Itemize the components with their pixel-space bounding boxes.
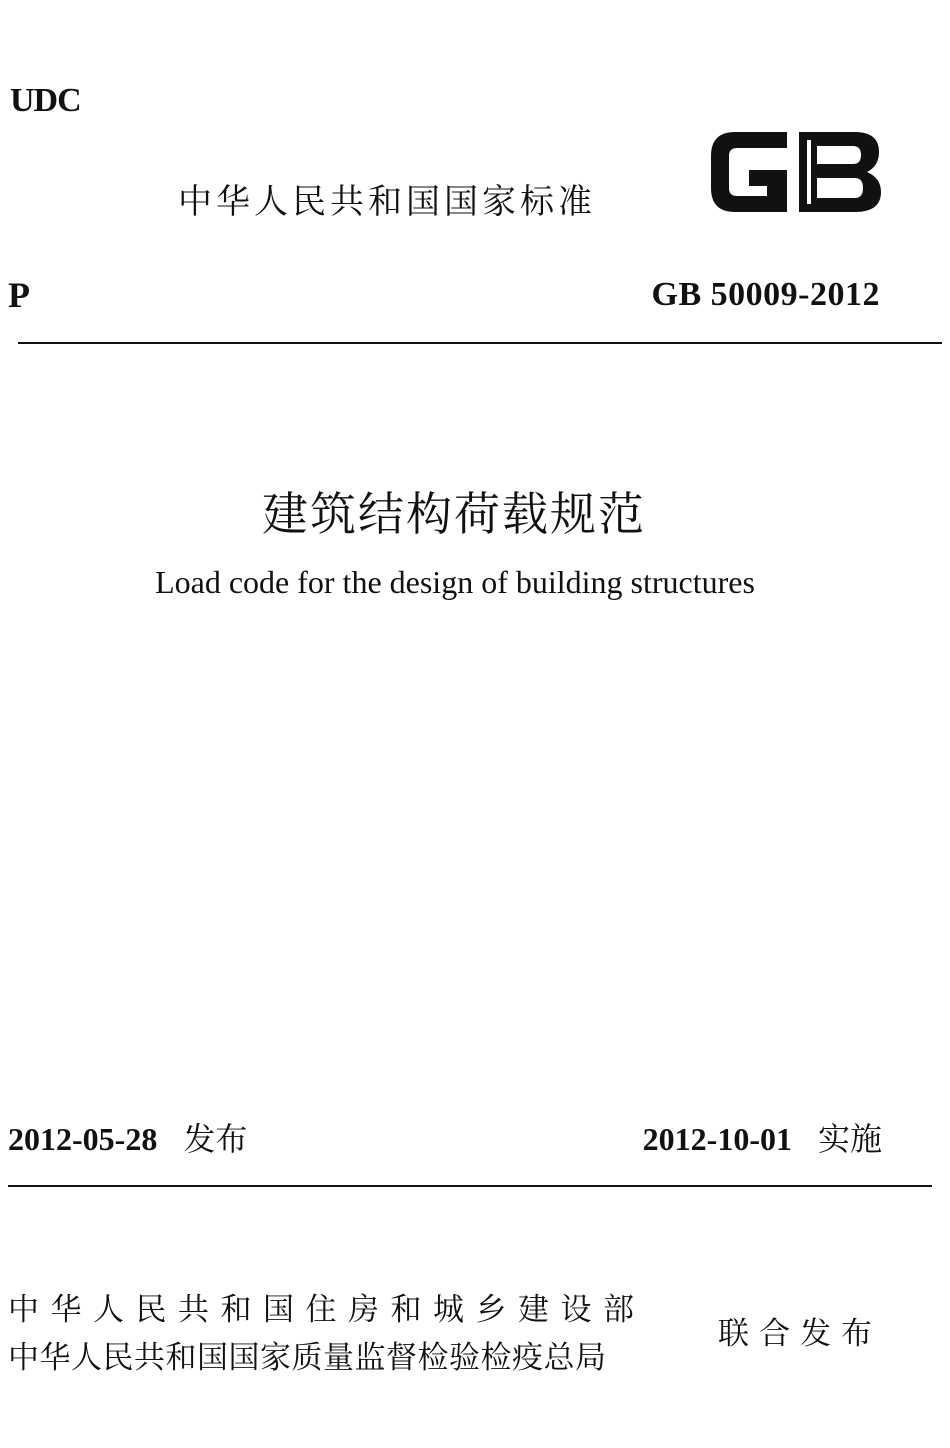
standard-code: GB 50009-2012 [651,276,880,313]
implementation-date-block [643,1114,882,1160]
header-divider [18,342,942,344]
footer-divider [8,1185,932,1187]
udc-label: UDC [10,82,81,119]
standard-type: 中华人民共和国国家标准 [178,182,596,222]
issue-date: 2012-05-28 [8,1121,158,1157]
joint-publish-label: 联合发布 [718,1316,882,1352]
publisher-authority-1: 中华人民共和国住房和城乡建设部 [8,1292,646,1328]
publisher-authority-2: 中华人民共和国国家质量监督检验检疫总局 [8,1340,607,1376]
implementation-label: 实施 [817,1120,882,1158]
implementation-date: 2012-10-01 [642,1121,792,1157]
issue-date-block [8,1114,247,1160]
issue-label: 发布 [183,1120,248,1158]
title-chinese: 建筑结构荷载规范 [262,487,646,541]
classification-letter: P [8,275,30,315]
gb-logo-icon [705,126,885,218]
title-english: Load code for the design of building structures [155,564,755,600]
